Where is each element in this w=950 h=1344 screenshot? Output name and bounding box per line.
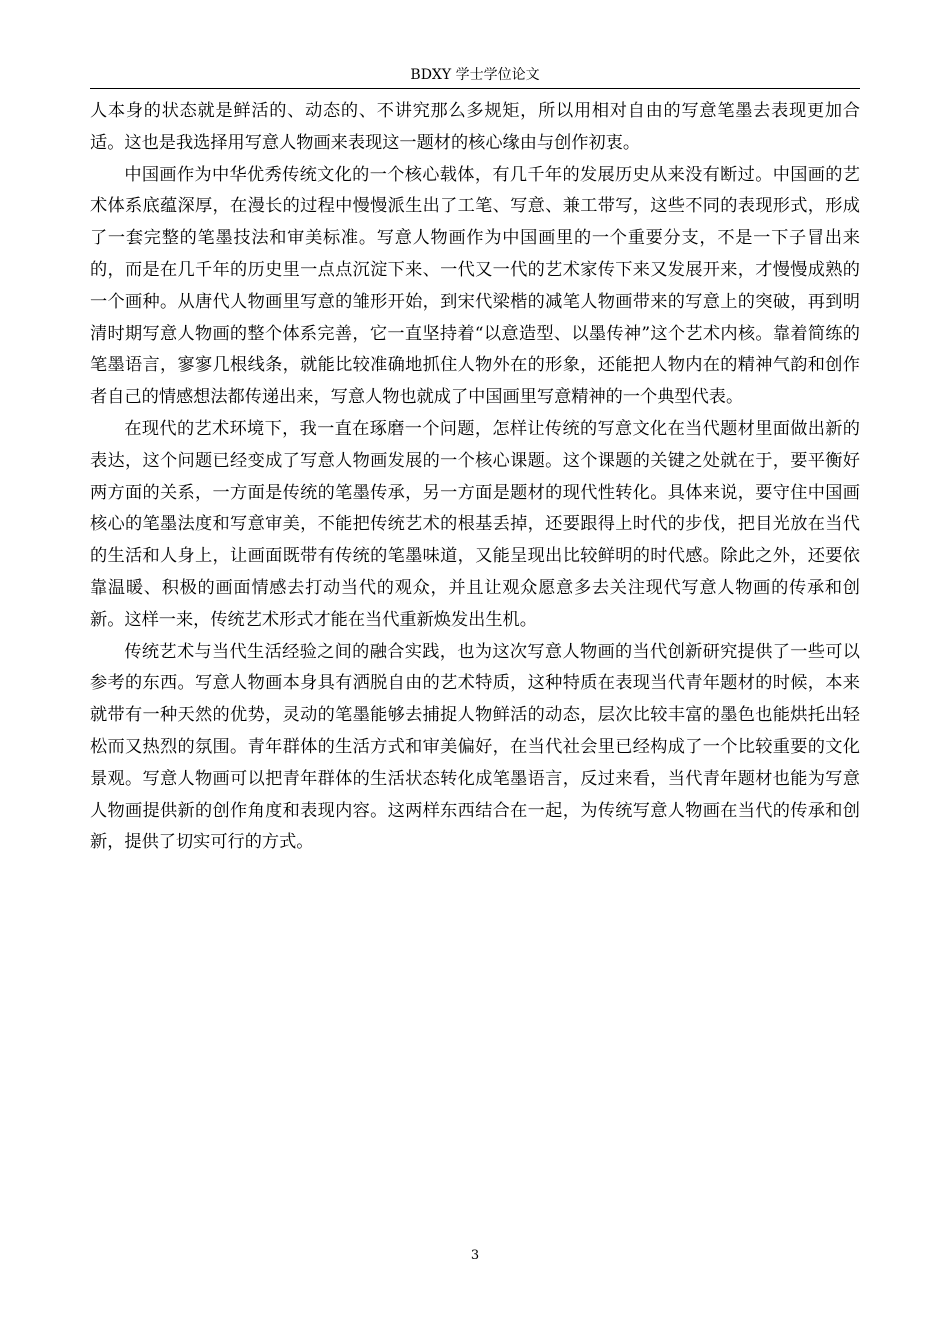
- running-header: BDXY 学士学位论文: [410, 67, 540, 83]
- paragraph: 在现代的艺术环境下，我一直在琢磨一个问题，怎样让传统的写意文化在当代题材里面做出新的表达，这个问题已经变成了写意人物画发展的一个核心课题。这个课题的关键之处就在于，要平衡好两方面的关系，一方面是传统的笔墨传承，另一方面是题材的现代性转化。具体来说，要守住中国画核心的笔墨法度和写意审美，不能把传统艺术的根基丢掉，还要跟得上时代的步伐，把目光放在当代的生活和人身上，让画面既带有传统的笔墨味道，又能呈现出比较鲜明的时代感。除此之外，还要依靠温暖、积极的画面情感去打动当代的观众，并且让观众愿意多去关注现代写意人物画的传承和创新。这样一来，传统艺术形式才能在当代重新焕发出生机。: [90, 418, 860, 630]
- body-text: [90, 96, 860, 859]
- paragraph: 中国画作为中华优秀传统文化的一个核心载体，有几千年的发展历史从来没有断过。中国画的艺术体系底蕴深厚，在漫长的过程中慢慢派生出了工笔、写意、兼工带写，这些不同的表现形式，形成了一套完整的笔墨技法和审美标准。写意人物画作为中国画里的一个重要分支，不是一下子冒出来的，而是在几千年的历史里一点点沉淀下来、一代又一代的艺术家传下来又发展开来，才慢慢成熟的一个画种。从唐代人物画里写意的雏形开始，到宋代梁楷的减笔人物画带来的写意上的突破，再到明清时期写意人物画的整个体系完善，它一直坚持着“以意造型、以墨传神”这个艺术内核。靠着简练的笔墨语言，寥寥几根线条，就能比较准确地抓住人物外在的形象，还能把人物内在的精神气韵和创作者自己的情感想法都传递出来，写意人物也就成了中国画里写意精神的一个典型代表。: [90, 164, 860, 408]
- page-number: 3: [470, 1248, 480, 1263]
- header-rule: [90, 88, 860, 89]
- paragraph-continued: 人本身的状态就是鲜活的、动态的、不讲究那么多规矩，所以用相对自由的写意笔墨去表现更加合适。这也是我选择用写意人物画来表现这一题材的核心缘由与创作初衷。: [90, 101, 860, 153]
- paragraph: 传统艺术与当代生活经验之间的融合实践，也为这次写意人物画的当代创新研究提供了一些可以参考的东西。写意人物画本身具有洒脱自由的艺术特质，这种特质在表现当代青年题材的时候，本来就带有一种天然的优势，灵动的笔墨能够去捕捉人物鲜活的动态，层次比较丰富的墨色也能烘托出轻松而又热烈的氛围。青年群体的生活方式和审美偏好，在当代社会里已经构成了一个比较重要的文化景观。写意人物画可以把青年群体的生活状态转化成笔墨语言，反过来看，当代青年题材也能为写意人物画提供新的创作角度和表现内容。这两样东西结合在一起，为传统写意人物画在当代的传承和创新，提供了切实可行的方式。: [90, 641, 860, 853]
